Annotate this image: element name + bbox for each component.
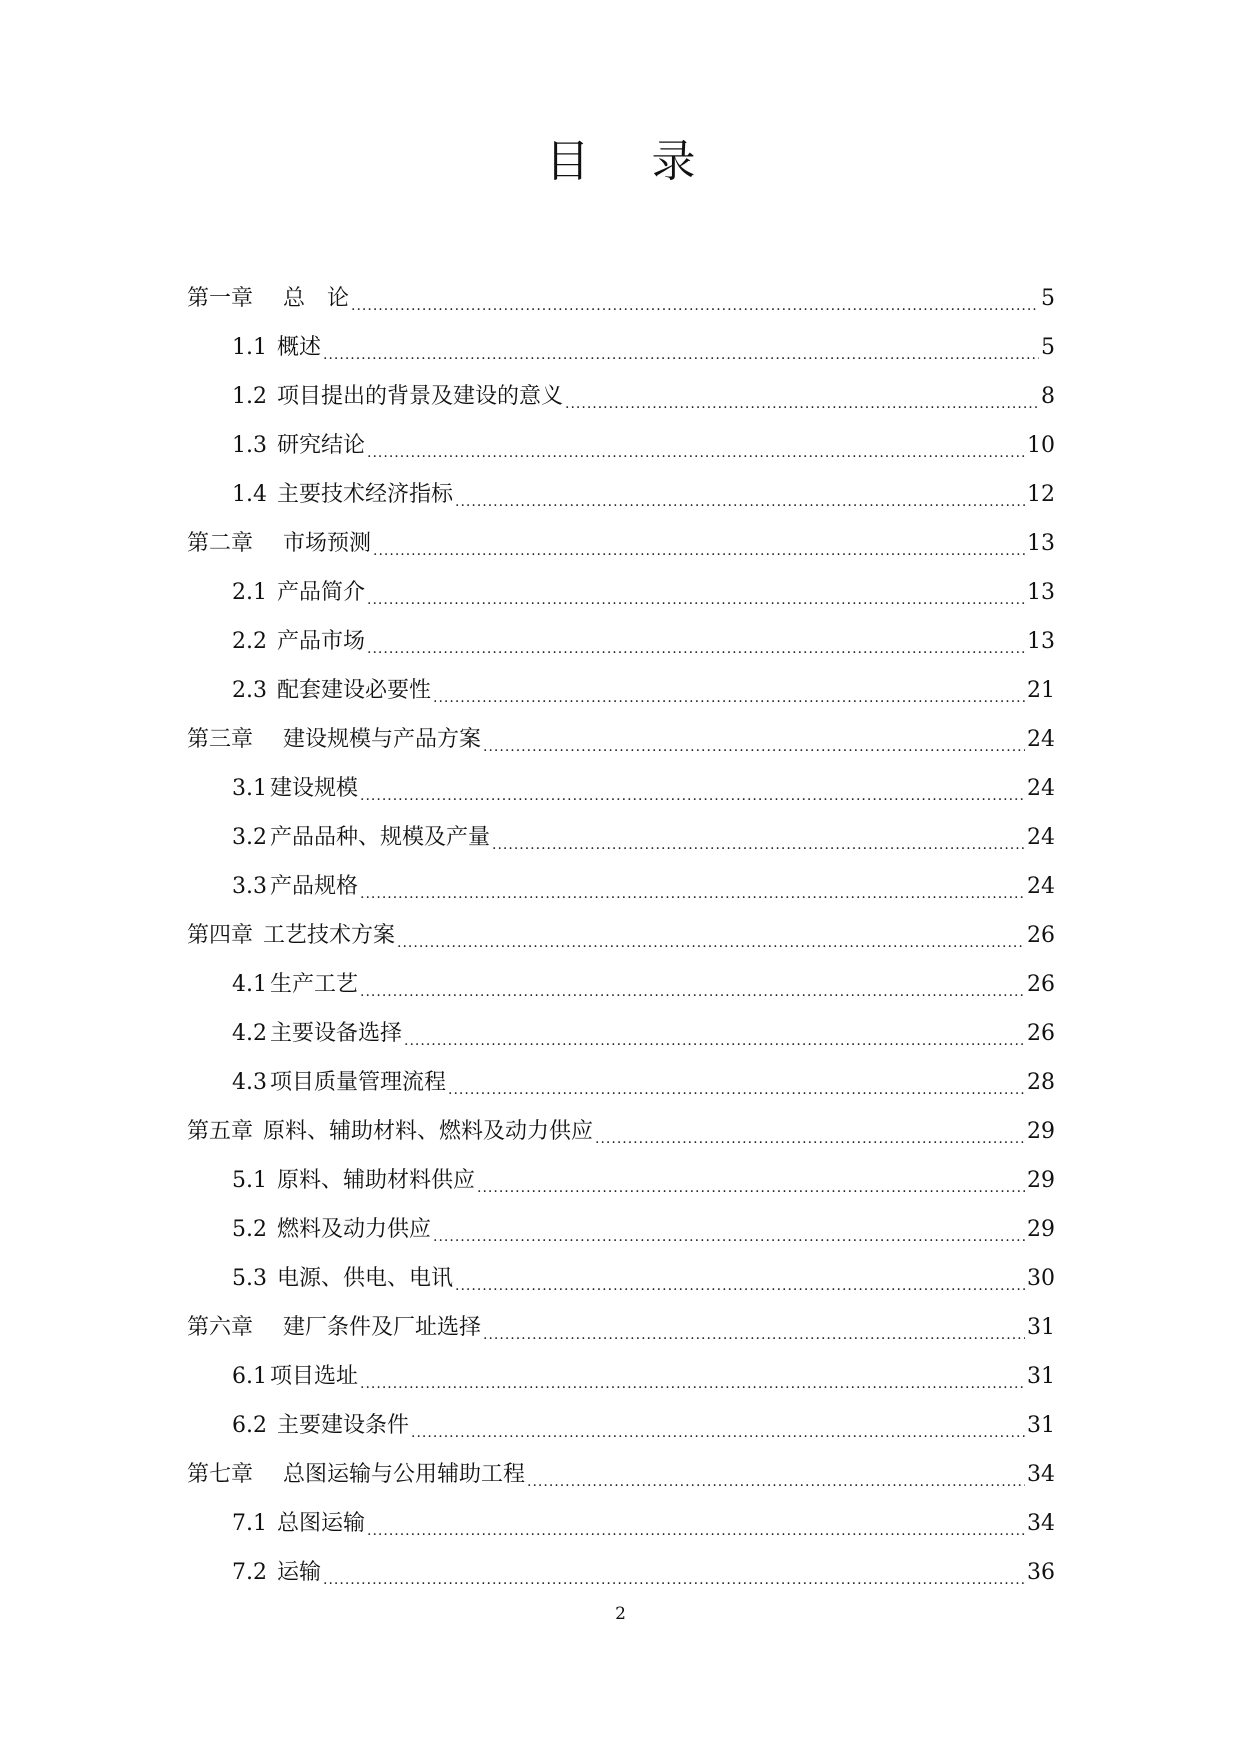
toc-entry-page-number: 24 [1027,874,1055,899]
toc-dot-leader [492,834,1025,856]
toc-dot-leader [527,1471,1025,1493]
toc-dot-leader [367,638,1025,660]
toc-entry-label [232,1156,475,1205]
toc-entry-number: 第四章 [187,923,254,948]
toc-entry-page-number: 26 [1027,1021,1055,1046]
toc-entry-label [232,862,358,911]
toc-entry-title: 产品简介 [277,580,366,605]
toc-section-entry[interactable] [187,1254,1055,1303]
toc-chapter-entry[interactable] [187,715,1055,764]
toc-section-entry[interactable] [187,421,1055,470]
toc-section-entry[interactable] [187,813,1055,862]
toc-entry-title: 原料、辅助材料、燃料及动力供应 [263,1119,594,1144]
toc-section-entry[interactable] [187,617,1055,666]
toc-entry-number: 2.1 [232,580,267,605]
toc-entry-number: 6.2 [232,1413,267,1438]
toc-entry-title: 产品品种、规模及产量 [270,825,491,850]
toc-section-entry[interactable] [187,372,1055,421]
toc-entry-number: 3.2 [232,825,267,850]
toc-entry-number: 5.2 [232,1217,267,1242]
table-of-contents [187,274,1055,1597]
toc-dot-leader [367,1520,1025,1542]
toc-entry-title: 主要建设条件 [277,1413,410,1438]
toc-entry-page-number: 29 [1027,1119,1055,1144]
toc-entry-title: 产品规格 [270,874,359,899]
toc-entry-label [232,1352,358,1401]
toc-entry-label [232,1254,453,1303]
toc-dot-leader [323,344,1039,366]
toc-entry-label [187,519,371,568]
toc-dot-leader [360,1373,1025,1395]
toc-section-entry[interactable] [187,1058,1055,1107]
toc-entry-label [232,421,365,470]
toc-entry-page-number: 36 [1027,1560,1055,1585]
toc-entry-label [232,813,490,862]
toc-entry-page-number: 13 [1027,531,1055,556]
toc-entry-label [232,1058,446,1107]
toc-entry-number: 5.3 [232,1266,267,1291]
toc-entry-number: 第六章 [187,1315,254,1340]
toc-entry-label [232,372,563,421]
toc-entry-page-number: 31 [1027,1364,1055,1389]
toc-entry-number: 6.1 [232,1364,267,1389]
toc-entry-label [232,666,431,715]
toc-entry-title: 建设规模与产品方案 [283,727,482,752]
toc-entry-label [232,1205,431,1254]
toc-entry-label [232,1548,321,1597]
page-title [0,136,1241,187]
toc-chapter-entry[interactable] [187,1107,1055,1156]
toc-chapter-entry[interactable] [187,519,1055,568]
page-title-char: 录 [651,136,696,187]
toc-entry-number: 3.1 [232,776,267,801]
toc-entry-number: 3.3 [232,874,267,899]
toc-dot-leader [477,1177,1025,1199]
toc-entry-number: 1.2 [232,384,267,409]
toc-entry-number: 第七章 [187,1462,254,1487]
toc-section-entry[interactable] [187,666,1055,715]
toc-entry-label [187,1303,481,1352]
toc-entry-page-number: 10 [1027,433,1055,458]
toc-entry-page-number: 31 [1027,1315,1055,1340]
toc-entry-label [232,568,365,617]
toc-dot-leader [323,1569,1025,1591]
toc-section-entry[interactable] [187,1205,1055,1254]
toc-chapter-entry[interactable] [187,1303,1055,1352]
toc-entry-page-number: 13 [1027,629,1055,654]
toc-entry-number: 第一章 [187,286,254,311]
toc-section-entry[interactable] [187,764,1055,813]
toc-entry-number: 第五章 [187,1119,254,1144]
toc-entry-title: 项目提出的背景及建设的意义 [277,384,564,409]
toc-dot-leader [351,295,1039,317]
toc-entry-number: 第二章 [187,531,254,556]
toc-entry-page-number: 26 [1027,923,1055,948]
toc-dot-leader [360,883,1025,905]
toc-entry-label [187,1450,525,1499]
toc-entry-number: 5.1 [232,1168,267,1193]
toc-dot-leader [367,442,1025,464]
toc-entry-number: 7.2 [232,1560,267,1585]
toc-section-entry[interactable] [187,1499,1055,1548]
toc-entry-number: 2.3 [232,678,267,703]
toc-entry-label [232,617,365,666]
toc-entry-number: 4.2 [232,1021,267,1046]
toc-entry-title: 配套建设必要性 [277,678,432,703]
toc-entry-label [232,764,358,813]
toc-entry-label [187,715,481,764]
toc-entry-number: 1.1 [232,335,267,360]
toc-entry-title: 燃料及动力供应 [277,1217,432,1242]
toc-entry-label [232,1009,402,1058]
toc-entry-page-number: 5 [1041,286,1055,311]
toc-section-entry[interactable] [187,862,1055,911]
toc-entry-title: 项目选址 [270,1364,359,1389]
toc-section-entry[interactable] [187,470,1055,519]
toc-dot-leader [448,1079,1025,1101]
toc-entry-title: 项目质量管理流程 [270,1070,447,1095]
toc-entry-title: 建设规模 [270,776,359,801]
toc-dot-leader [367,589,1025,611]
toc-entry-title: 工艺技术方案 [263,923,396,948]
toc-dot-leader [411,1422,1025,1444]
toc-entry-page-number: 29 [1027,1217,1055,1242]
toc-entry-page-number: 24 [1027,727,1055,752]
toc-dot-leader [360,981,1025,1003]
toc-entry-number: 2.2 [232,629,267,654]
toc-section-entry[interactable] [187,1352,1055,1401]
toc-section-entry[interactable] [187,1156,1055,1205]
toc-entry-title: 主要技术经济指标 [277,482,454,507]
toc-entry-page-number: 21 [1027,678,1055,703]
toc-section-entry[interactable] [187,1401,1055,1450]
toc-entry-title: 电源、供电、电讯 [277,1266,454,1291]
toc-entry-title: 原料、辅助材料供应 [277,1168,476,1193]
toc-dot-leader [565,393,1039,415]
toc-entry-title: 运输 [277,1560,322,1585]
toc-section-entry[interactable] [187,960,1055,1009]
toc-entry-page-number: 34 [1027,1462,1055,1487]
toc-entry-number: 4.3 [232,1070,267,1095]
toc-section-entry[interactable] [187,1548,1055,1597]
toc-entry-label [187,911,395,960]
toc-entry-page-number: 31 [1027,1413,1055,1438]
toc-dot-leader [433,687,1025,709]
toc-entry-page-number: 5 [1041,335,1055,360]
toc-section-entry[interactable] [187,1009,1055,1058]
toc-entry-title: 主要设备选择 [270,1021,403,1046]
toc-dot-leader [483,736,1025,758]
toc-entry-label [232,470,453,519]
toc-dot-leader [397,932,1025,954]
toc-entry-title: 产品市场 [277,629,366,654]
toc-entry-label [187,274,349,323]
toc-dot-leader [483,1324,1025,1346]
toc-dot-leader [433,1226,1025,1248]
toc-entry-title: 总图运输与公用辅助工程 [283,1462,526,1487]
toc-entry-title: 市场预测 [283,531,372,556]
toc-chapter-entry[interactable] [187,274,1055,323]
toc-section-entry[interactable] [187,323,1055,372]
toc-chapter-entry[interactable] [187,1450,1055,1499]
toc-entry-number: 第三章 [187,727,254,752]
toc-section-entry[interactable] [187,568,1055,617]
toc-entry-title: 建厂条件及厂址选择 [283,1315,482,1340]
page-title-char: 目 [545,136,590,187]
page-number: 2 [615,1604,626,1624]
toc-entry-number: 1.3 [232,433,267,458]
toc-entry-page-number: 29 [1027,1168,1055,1193]
toc-entry-label [232,1499,365,1548]
toc-entry-label [232,323,321,372]
toc-entry-label [232,1401,409,1450]
toc-entry-title: 总图运输 [277,1511,366,1536]
toc-entry-number: 1.4 [232,482,267,507]
toc-dot-leader [595,1128,1025,1150]
toc-chapter-entry[interactable] [187,911,1055,960]
toc-entry-page-number: 24 [1027,825,1055,850]
toc-entry-page-number: 34 [1027,1511,1055,1536]
toc-entry-page-number: 26 [1027,972,1055,997]
toc-dot-leader [455,1275,1025,1297]
toc-entry-number: 4.1 [232,972,267,997]
toc-entry-title: 生产工艺 [270,972,359,997]
toc-dot-leader [404,1030,1025,1052]
toc-entry-page-number: 12 [1027,482,1055,507]
toc-entry-number: 7.1 [232,1511,267,1536]
toc-dot-leader [360,785,1025,807]
toc-dot-leader [373,540,1025,562]
toc-entry-label [187,1107,593,1156]
toc-entry-title: 概述 [277,335,322,360]
toc-entry-title: 研究结论 [277,433,366,458]
toc-entry-title: 总 论 [283,286,350,311]
toc-entry-page-number: 24 [1027,776,1055,801]
toc-entry-page-number: 28 [1027,1070,1055,1095]
toc-entry-label [232,960,358,1009]
toc-entry-page-number: 8 [1041,384,1055,409]
toc-entry-page-number: 30 [1027,1266,1055,1291]
toc-entry-page-number: 13 [1027,580,1055,605]
toc-dot-leader [455,491,1025,513]
